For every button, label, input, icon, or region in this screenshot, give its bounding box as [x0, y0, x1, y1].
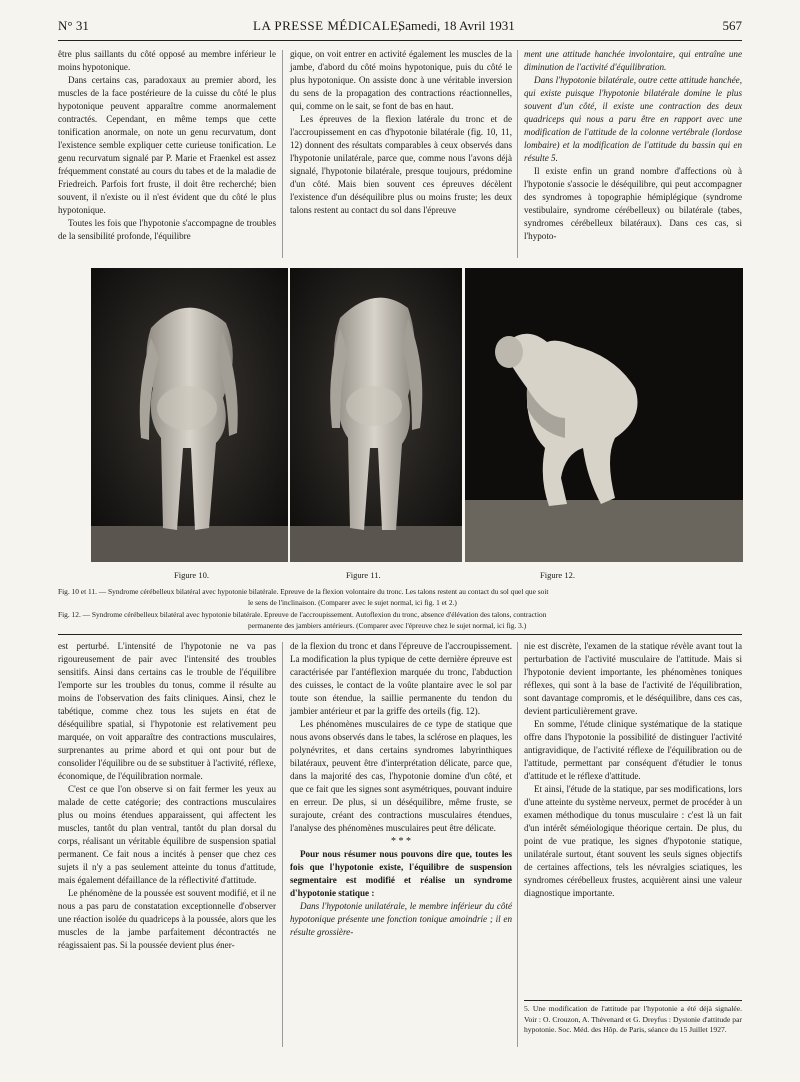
section-separator: * * *: [391, 836, 411, 847]
paragraph: Dans l'hypotonie unilatérale, le membre inférieur du côté hypotonique présente une fonction tonique amoindrie ; il en résulte grossière-: [290, 901, 512, 937]
paragraph: est perturbé. L'intensité de l'hypotonie ne va pas rigoureusement de pair avec l'intensité des troubles sensitifs. Ainsi dans certains cas le trouble de l'équilibre l'emporte sur les troubles du tonus, comme il résulte au moins de l'observation des faits cliniques. Ainsi, chez le tabétique, comme chez tous les sujets en état de déséquilibre spatial, si l'hypotonie est relativement peu marquée, on voit apparaître des contractions musculaires, surprenantes au prime abord et qui ont pour but de consolider l'équilibre ou de se substituer à l'activité, réflexe, économique, de l'équilibration normale.: [58, 641, 276, 781]
column-divider: [282, 50, 283, 258]
paragraph: Il existe enfin un grand nombre d'affections où à l'hypotonie s'associe le déséquilibre, qui peut accompagner des syndromes à topographie hémiplégique (syndrome vestibulaire, syndrome cérébelleux) ou bilatérale (tabes, syndromes cérébelleux bilatéraux). Dans ces cas, si l'hypoto-: [524, 166, 742, 241]
caption-line: Fig. 10 et 11. — Syndrome cérébelleux bilatéral avec hypotonie bilatérale. Epreuve de la flexion volontaire du tronc. Les talons restent au contact du sol quel que soit: [58, 587, 549, 596]
figure-panel: [91, 268, 743, 562]
paragraph: En somme, l'étude clinique systématique de la statique offre dans l'hypotonie la possibilité de distinguer l'activité antigravidique, de l'activité réflexe de l'équilibration ou de l'attitude, permettant par conséquent d'étudier le tonus d'attitude et le réflexe d'attitude.: [524, 719, 742, 781]
paragraph: Les phénomènes musculaires de ce type de statique que nous avons observés dans le tabes, la sclérose en plaques, les polynévrites, et dans certains syndromes labyrinthiques bilatéraux, peuvent être d'interprétation délicate, parce que, dans la majorité des cas, l'hypotonie domine d'un côté, et que ce fait que les signes sont asymétriques, pouvant induire en erreur. De plus, si un déséquilibre, même fruste, se surajoute, créant des contractions musculaires étendues, l'analyse des phénomènes musculaires peut être délicate.: [290, 719, 512, 833]
bottom-column-3: [524, 640, 742, 900]
paragraph: Dans l'hypotonie bilatérale, outre cette attitude hanchée, qui existe puisque l'hypotonie bilatérale domine le plus souvent d'un côté, il existe une contraction des deux quadriceps qui nous a paru être en rapport avec une modification de l'attitude de la colonne vertébrale (lordose lombaire) et la modification de l'attitude du bassin qui en résulte 5.: [524, 75, 742, 163]
caption-line: Fig. 12. — Syndrome cérébelleux bilatéral avec hypotonie bilatérale. Epreuve de l'accroupissement. Autoflexion du tronc, absence d'élévation des talons, contraction: [58, 610, 547, 619]
page-header: [58, 18, 742, 40]
caption-line: le sens de l'inclinaison. (Comparer avec le sujet normal, ici fig. 1 et 2.): [248, 597, 457, 607]
column-divider: [517, 642, 518, 1047]
top-column-1: [58, 48, 276, 243]
top-column-3: [524, 48, 742, 243]
footnote: 5. Une modification de l'attitude par l'hypotonie a été déjà signalée. Voir : O. Crouzon, A. Thévenard et G. Dreyfus : Dystonie d'attitude par hypotonie. Soc. Méd. des Hôp. de Paris, séance du 15 Juillet 1927.: [524, 1004, 742, 1034]
footnote-rule: [524, 1000, 742, 1001]
figure-10-11-caption: [58, 587, 742, 608]
paragraph: nie est discrète, l'examen de la statique révèle avant tout la perturbation de l'activité musculaire de l'attitude. Mais si l'hypotonie devient importante, les phénomènes toniques réflexes, qui sont à la base de l'activité de l'équilibration, sont davantage compromis, et le déséquilibre, dans ces cas, devient particulièrement grave.: [524, 641, 742, 716]
issue-date: Samedi, 18 Avril 1931: [398, 18, 515, 33]
bottom-column-1: [58, 640, 276, 952]
caption-line: permanente des jambiers antérieurs. (Comparer avec l'épreuve chez le sujet normal, ici fig. 3.): [248, 620, 527, 630]
paragraph: Toutes les fois que l'hypotonie s'accompagne de troubles de la sensibilité profonde, l'équilibre: [58, 218, 276, 241]
paragraph: gique, on voit entrer en activité également les muscles de la jambe, d'abord du côté moins hypotonique, puis du côté le plus hypotonique. On assiste donc à une véritable inversion du sens de la propagation des contractions réactionnelles, qui, comme on le sait, se font de bas en haut.: [290, 49, 512, 111]
header-rule: [58, 40, 742, 41]
paragraph: ment une attitude hanchée involontaire, qui entraîne une diminution de l'activité d'équilibration.: [524, 49, 742, 72]
figure-11-label: Figure 11.: [346, 570, 381, 580]
issue-number: N° 31: [58, 18, 89, 33]
caption-rule: [58, 634, 742, 635]
figure-12-caption: [58, 610, 742, 631]
paragraph: Les épreuves de la flexion latérale du tronc et de l'accroupissement en cas d'hypotonie bilatérale (fig. 10, 11, 12) donnent des résultats comparables à ceux observés dans l'hypotonie unilatérale, parce que, comme nous l'avons déjà signalé, l'hypotonie bilatérale, presque toujours, prédomine d'un côté. Mais bien souvent ces épreuves décèlent l'existence d'un déséquilibre plus ou moins fruste; les deux talons restent au contact du sol dans l'épreuve: [290, 114, 512, 215]
paragraph: Dans certains cas, paradoxaux au premier abord, les muscles de la face postérieure de la cuisse du côté le plus hypotonique peuvent apparaître comme anormalement contractés. Cependant, en même temps que cette tonification anormale, on note un genu recurvatum, dont l'existence semble expliquer cette curieuse tonification. Le genu recurvatum signalé par P. Marie et Fraenkel est assez fréquemment constaté au cours du tabes et de la maladie de Friedreich. Parfois fort fruste, il doit être recherché; bien souvent, il n'existe ou il n'est évident que du côté le plus hypotonique.: [58, 75, 276, 215]
page-number: 567: [722, 18, 742, 33]
paragraph: C'est ce que l'on observe si on fait fermer les yeux au malade de cette catégorie; des contractions musculaires plus ou moins étendues apparaissent, qui affectent les muscles, tantôt du plan ventral, tantôt du plan dorsal du corps, réalisant un véritable équilibre de suspension spatial permanent. Ce fait nous a incités à penser que chez ces sujets il n'y a pas seulement atteinte du tonus d'attitude, mais également défaillance de la réflectivité d'attitude.: [58, 784, 276, 885]
journal-title: LA PRESSE MÉDICALE,: [253, 18, 403, 33]
paragraph: de la flexion du tronc et dans l'épreuve de l'accroupissement. La modification la plus typique de cette dernière épreuve est caractérisée par l'antéflexion marquée du tronc, l'abduction des cuisses, le contact de la voûte plantaire avec le sol par toute son étendue, la saillie permanente du tendon du jambier antérieur et par la griffe des orteils (fig. 12).: [290, 641, 512, 716]
column-divider: [517, 50, 518, 258]
figure-12-label: Figure 12.: [540, 570, 575, 580]
figure-10-label: Figure 10.: [174, 570, 209, 580]
column-divider: [282, 642, 283, 1047]
figure-12-photo: [465, 268, 743, 562]
paragraph: être plus saillants du côté opposé au membre inférieur le moins hypotonique.: [58, 49, 276, 72]
top-column-2: [290, 48, 512, 217]
figure-11-photo: [290, 268, 462, 562]
paragraph: Le phénomène de la poussée est souvent modifié, et il ne nous a pas paru de constatation exceptionnelle d'observer une réaction isolée du quadriceps à la poussée, alors que les muscles de la jambe parfaitement décontractés ne réagissaient pas. Si la poussée devient plus éner-: [58, 888, 276, 950]
figure-10-photo: [91, 268, 288, 562]
paragraph: Et ainsi, l'étude de la statique, par ses modifications, lors d'une atteinte du système nerveux, permet de procéder à un examen méthodique du tonus musculaire : c'est là un fait d'un intérêt séméiologique théorique certain. De plus, du point de vue pratique, les signes d'hypotonie statique, unilatérale surtout, étant souvent les seuls signes objectifs de certaines affections, tels les névralgies sciatiques, les syndromes cérébelleux frustes, acquièrent ainsi une valeur diagnostique importante.: [524, 784, 742, 898]
bottom-column-2: [290, 640, 512, 939]
paragraph: Pour nous résumer nous pouvons dire que, toutes les fois que l'hypotonie existe, l'équilibre de suspension segmentaire est modifié et réalise un syndrome d'hypotonie statique :: [290, 849, 512, 898]
